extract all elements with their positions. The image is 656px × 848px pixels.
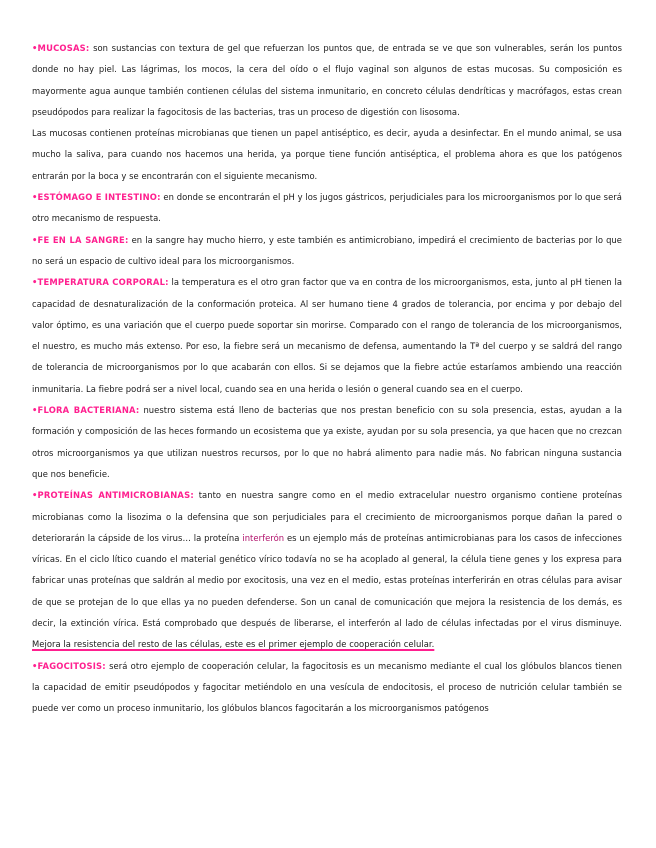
heading-temperatura: •TEMPERATURA CORPORAL: (32, 277, 169, 288)
heading-estomago: •ESTÓMAGO E INTESTINO: (32, 192, 161, 203)
paragraph-fagocitosis (32, 656, 622, 720)
paragraph-mucosas (32, 38, 622, 123)
paragraph-temperatura (32, 272, 622, 400)
heading-proteinas: •PROTEÍNAS ANTIMICROBIANAS: (32, 490, 194, 501)
heading-fagocitosis: •FAGOCITOSIS: (32, 660, 106, 671)
paragraph-mucosas-2 (32, 123, 622, 187)
heading-mucosas: •MUCOSAS: (32, 43, 90, 53)
text-fagocitosis: será otro ejemplo de cooperación celular, la fagocitosis es un mecanismo mediante el cual los glóbulos blancos tienen la capacidad de emitir pseudópodos y fagocitar metiéndolo en una vesícula de endocitosis, el proceso de nutrición celular también se puede ver como un proceso inmunitario, los glóbulos blancos fagocitarán a los microorganismos patógenos (32, 660, 622, 714)
text-mucosas-2: Las mucosas contienen proteínas microbianas que tienen un papel antiséptico, es decir, ayuda a desinfectar. En el mundo animal, se usa mucho la saliva, para cuando nos hacemos una herida, ya porque tiene función antiséptica, el problema ahora es que los patógenos entrarán por la boca y se encontrarán con el siguiente mecanismo. (32, 128, 622, 181)
heading-fe: •FE EN LA SANGRE: (32, 234, 129, 245)
paragraph-flora (32, 400, 622, 485)
text-proteinas-2: es un ejemplo más de proteínas antimicrobianas para los casos de infecciones víricas. En el ciclo lítico cuando el material genético vírico todavía no se ha acoplado al general, la célula tiene genes y los expresa para fabricar unas proteínas que saldrán al medio por exocitosis, una vez en el medio, estas proteínas interferirán en otras células para avisar de que se protejan de lo que ellas ya no pueden defenderse. Son un canal de comunicación que mejora la resistencia de los demás, es decir, la extinción vírica. Está comprobado que después de liberarse, el interferón al lado de células infectadas por el virus disminuye. (32, 532, 622, 629)
heading-flora: •FLORA BACTERIANA: (32, 405, 140, 416)
text-temperatura: la temperatura es el otro gran factor que va en contra de los microorganismos, esta, junto al pH tienen la capacidad de desnaturalización de la conformación proteica. Al ser humano tiene 4 grados de tolerancia, por encima y por debajo del valor óptimo, es una variación que el cuerpo puede soportar sin morirse. Comparado con el rango de tolerancia de los microorganismos, el nuestro, es mucho más extenso. Por eso, la fiebre será un mecanismo de defensa, aumentando la Tª del cuerpo y se saldrá del rango de tolerancia de microorganismos por lo que acabarán con ellos. Si se dejamos que la fiebre actúe estaríamos ambiendo una reacción inmunitaria. La fiebre podrá ser a nivel local, cuando sea en una herida o lesión o general cuando sea en el cuerpo. (32, 277, 623, 394)
text-proteinas-1: tanto en nuestra sangre como en el medio extracelular nuestro organismo contiene proteínas microbianas como la lisozima o la defensina que son perjudiciales para el crecimiento de microorganismos porque dañan la pared o deteriorarán la cápside de los virus… la proteína (32, 490, 622, 543)
paragraph-proteinas (32, 485, 622, 655)
text-flora: nuestro sistema está lleno de bacterias que nos prestan beneficio con su sola presencia, estas, ayudan a la formación y composición de las heces formando un ecosistema que ya existe, ayudan por su sola presencia, ya que hacen que no crezcan otros microorganismos ya que utilizan nuestros recursos, por lo que no habrá alimento para nadie más. No fabrican ninguna sustancia que nos beneficie. (32, 405, 623, 479)
paragraph-fe (32, 230, 622, 273)
paragraph-estomago (32, 187, 622, 230)
text-estomago: en donde se encontrarán el pH y los jugos gástricos, perjudiciales para los microorganismos por lo que será otro mecanismo de respuesta. (32, 192, 622, 224)
handwritten-notes (32, 38, 622, 720)
circled-word-interferon: interferón (242, 532, 285, 543)
text-mucosas: son sustancias con textura de gel que refuerzan los puntos que, de entrada se ve que son vulnerables, serán los puntos donde no hay piel. Las lágrimas, los mocos, la cera del oído o el flujo vaginal son algunos de estas mucosas. Su composición es mayormente agua aunque también contienen células del sistema inmunitario, en concreto células dendríticas y macrófagos, estas crean pseudópodos para realizar la fagocitosis de las bacterias, tras un proceso de digestión con lisosoma. (32, 43, 622, 117)
text-fe: en la sangre hay mucho hierro, y este también es antimicrobiano, impedirá el crecimiento de bacterias por lo que no será un espacio de cultivo ideal para los microorganismos. (32, 234, 622, 266)
highlighted-sentence: Mejora la resistencia del resto de las células, este es el primer ejemplo de cooperación celular. (32, 639, 435, 650)
